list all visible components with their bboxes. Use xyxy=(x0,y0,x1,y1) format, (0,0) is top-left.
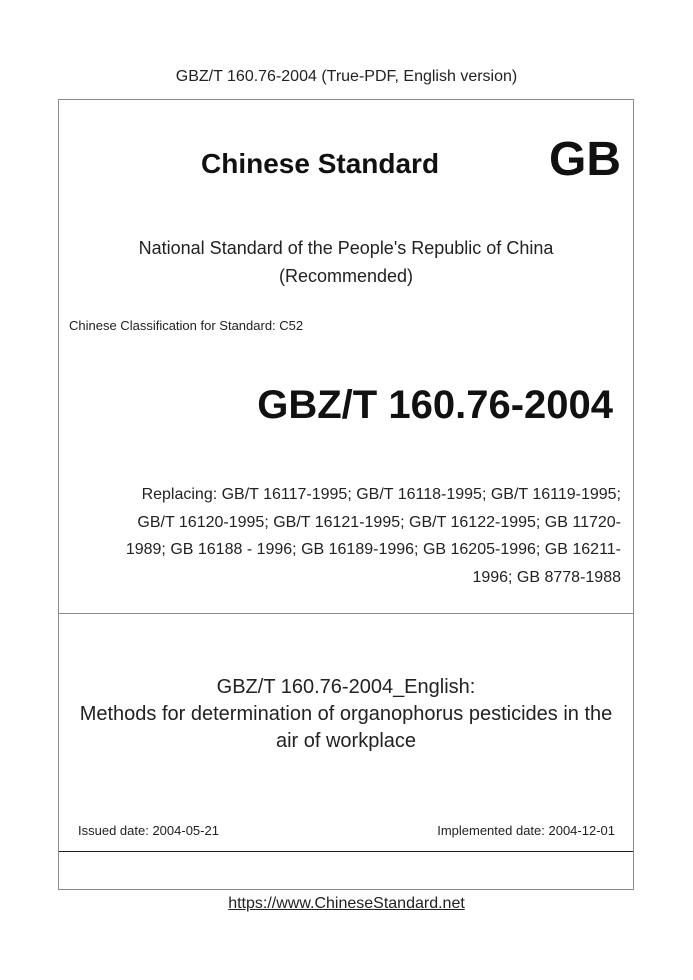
national-standard-line: National Standard of the People's Republic of China xyxy=(138,238,554,258)
standard-number: GBZ/T 160.76-2004 xyxy=(257,383,613,427)
gb-mark: GB xyxy=(549,133,621,186)
cover-frame xyxy=(58,99,634,890)
recommended-line: (Recommended) xyxy=(278,266,414,286)
website-link[interactable]: https://www.ChineseStandard.net xyxy=(228,895,465,912)
bottom-band xyxy=(59,851,633,889)
implemented-date: Implemented date: 2004-12-01 xyxy=(437,823,615,838)
document-title xyxy=(59,674,633,755)
replacing-line: GB/T 16120-1995; GB/T 16121-1995; GB/T 16122-1995; GB 11720- xyxy=(137,513,621,531)
footer xyxy=(0,895,693,913)
title-row xyxy=(59,133,633,200)
document-title-line: Methods for determination of organophorus pesticides in the xyxy=(79,703,613,725)
national-standard-label xyxy=(59,234,633,290)
replacing-list xyxy=(81,481,621,591)
document-title-line: air of workplace xyxy=(275,730,417,752)
cover-upper-section xyxy=(59,100,633,614)
replacing-line: 1989; GB 16188 - 1996; GB 16189-1996; GB 16205-1996; GB 16211- xyxy=(125,541,621,558)
cover-lower-section xyxy=(59,614,633,854)
classification-label: Chinese Classification for Standard: C52 xyxy=(69,318,304,333)
replacing-line: Replacing: GB/T 16117-1995; GB/T 16118-1995; GB/T 16119-1995; xyxy=(141,486,621,503)
replacing-line: 1996; GB 8778-1988 xyxy=(472,568,621,586)
document-title-line: GBZ/T 160.76-2004_English: xyxy=(216,676,476,698)
page-header-caption: GBZ/T 160.76-2004 (True-PDF, English version) xyxy=(175,68,518,85)
issued-date: Issued date: 2004-05-21 xyxy=(78,823,219,838)
standard-title: Chinese Standard xyxy=(201,148,440,179)
